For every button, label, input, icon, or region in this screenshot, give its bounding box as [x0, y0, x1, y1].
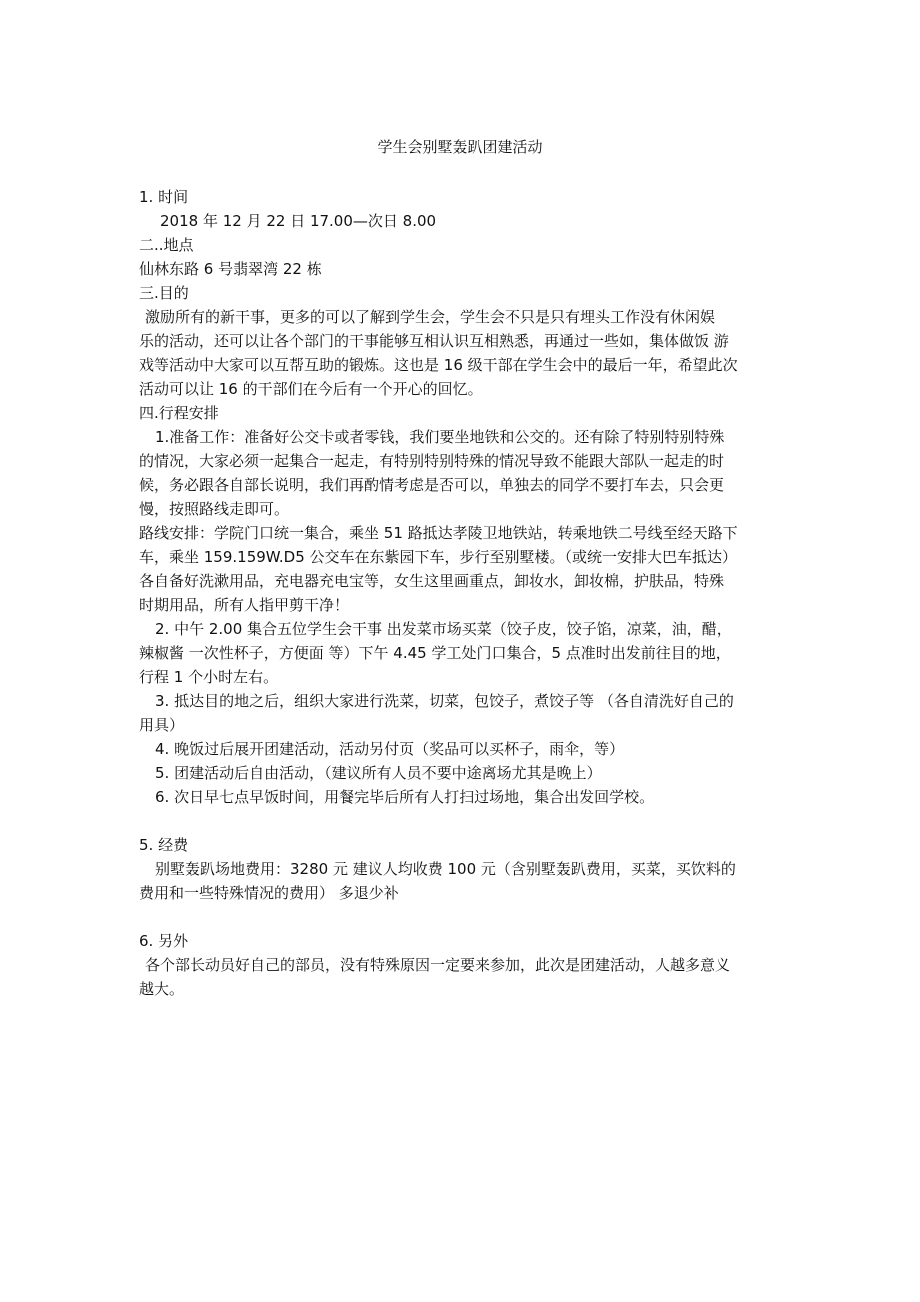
route-line: 车，乘坐 159.159W.D5 公交车在东紫园下车，步行至别墅楼。（或统一安排大巴车抵达） — [139, 548, 738, 566]
heading-schedule: 四.行程安排 — [139, 404, 219, 422]
schedule-line: 5. 团建活动后自由活动，（建议所有人员不要中途离场尤其是晚上） — [155, 764, 602, 782]
document-title: 学生会别墅轰趴团建活动 — [377, 138, 543, 156]
time-value: 2018 年 12 月 22 日 17.00—次日 8.00 — [160, 212, 437, 230]
purpose-line: 活动可以让 16 的干部们在今后有一个开心的回忆。 — [139, 380, 483, 398]
schedule-line: 慢，按照路线走即可。 — [139, 500, 290, 518]
budget-line: 别墅轰趴场地费用：3280 元 建议人均收费 100 元（含别墅轰趴费用，买菜，买饮料的 — [155, 860, 736, 878]
heading-other: 6. 另外 — [139, 932, 189, 950]
schedule-line: 候，务必跟各自部长说明，我们再酌情考虑是否可以，单独去的同学不要打车去，只会更 — [139, 476, 725, 494]
budget-line: 费用和一些特殊情况的费用） 多退少补 — [139, 884, 399, 902]
heading-location: 二..地点 — [139, 236, 194, 254]
purpose-line: 激励所有的新干事，更多的可以了解到学生会，学生会不只是只有埋头工作没有休闲娱 — [145, 308, 716, 326]
heading-time: 1. 时间 — [139, 188, 189, 206]
purpose-line: 戏等活动中大家可以互帮互助的锻炼。这也是 16 级干部在学生会中的最后一年，希望此次 — [139, 356, 738, 374]
heading-budget: 5. 经费 — [139, 836, 189, 854]
purpose-line: 乐的活动，还可以让各个部门的干事能够互相认识互相熟悉，再通过一些如，集体做饭 游 — [139, 332, 729, 350]
schedule-line: 4. 晚饭过后展开团建活动，活动另付页（奖品可以买杯子，雨伞，等） — [155, 740, 625, 758]
route-line: 各自备好洗漱用品，充电器充电宝等，女生这里画重点，卸妆水，卸妆棉，护肤品，特殊 — [139, 572, 725, 590]
schedule-line: 3. 抵达目的地之后，组织大家进行洗菜，切菜，包饺子，煮饺子等 （各自清洗好自己的 — [155, 692, 734, 710]
schedule-line: 行程 1 个小时左右。 — [139, 668, 279, 686]
schedule-line: 用具） — [139, 716, 185, 734]
route-line: 时期用品，所有人指甲剪干净！ — [139, 596, 350, 614]
route-line: 路线安排：学院门口统一集合，乘坐 51 路抵达孝陵卫地铁站，转乘地铁二号线至经天路下 — [139, 524, 738, 542]
schedule-line: 2. 中午 2.00 集合五位学生会干事 出发菜市场买菜（饺子皮，饺子馅，凉菜，油，醋， — [155, 620, 732, 638]
other-line: 越大。 — [139, 980, 185, 998]
other-line: 各个部长动员好自己的部员，没有特殊原因一定要来参加，此次是团建活动，人越多意义 — [145, 956, 731, 974]
location-value: 仙林东路 6 号翡翠湾 22 栋 — [139, 260, 322, 278]
schedule-line: 1.准备工作：准备好公交卡或者零钱，我们要坐地铁和公交的。还有除了特别特别特殊 — [155, 428, 725, 446]
schedule-line: 的情况，大家必须一起集合一起走，有特别特别特殊的情况导致不能跟大部队一起走的时 — [139, 452, 725, 470]
schedule-line: 6. 次日早七点早饭时间，用餐完毕后所有人打扫过场地，集合出发回学校。 — [155, 788, 655, 806]
schedule-line: 辣椒酱 一次性杯子，方便面 等）下午 4.45 学工处门口集合，5 点准时出发前往目的地， — [139, 644, 731, 662]
heading-purpose: 三.目的 — [139, 284, 189, 302]
